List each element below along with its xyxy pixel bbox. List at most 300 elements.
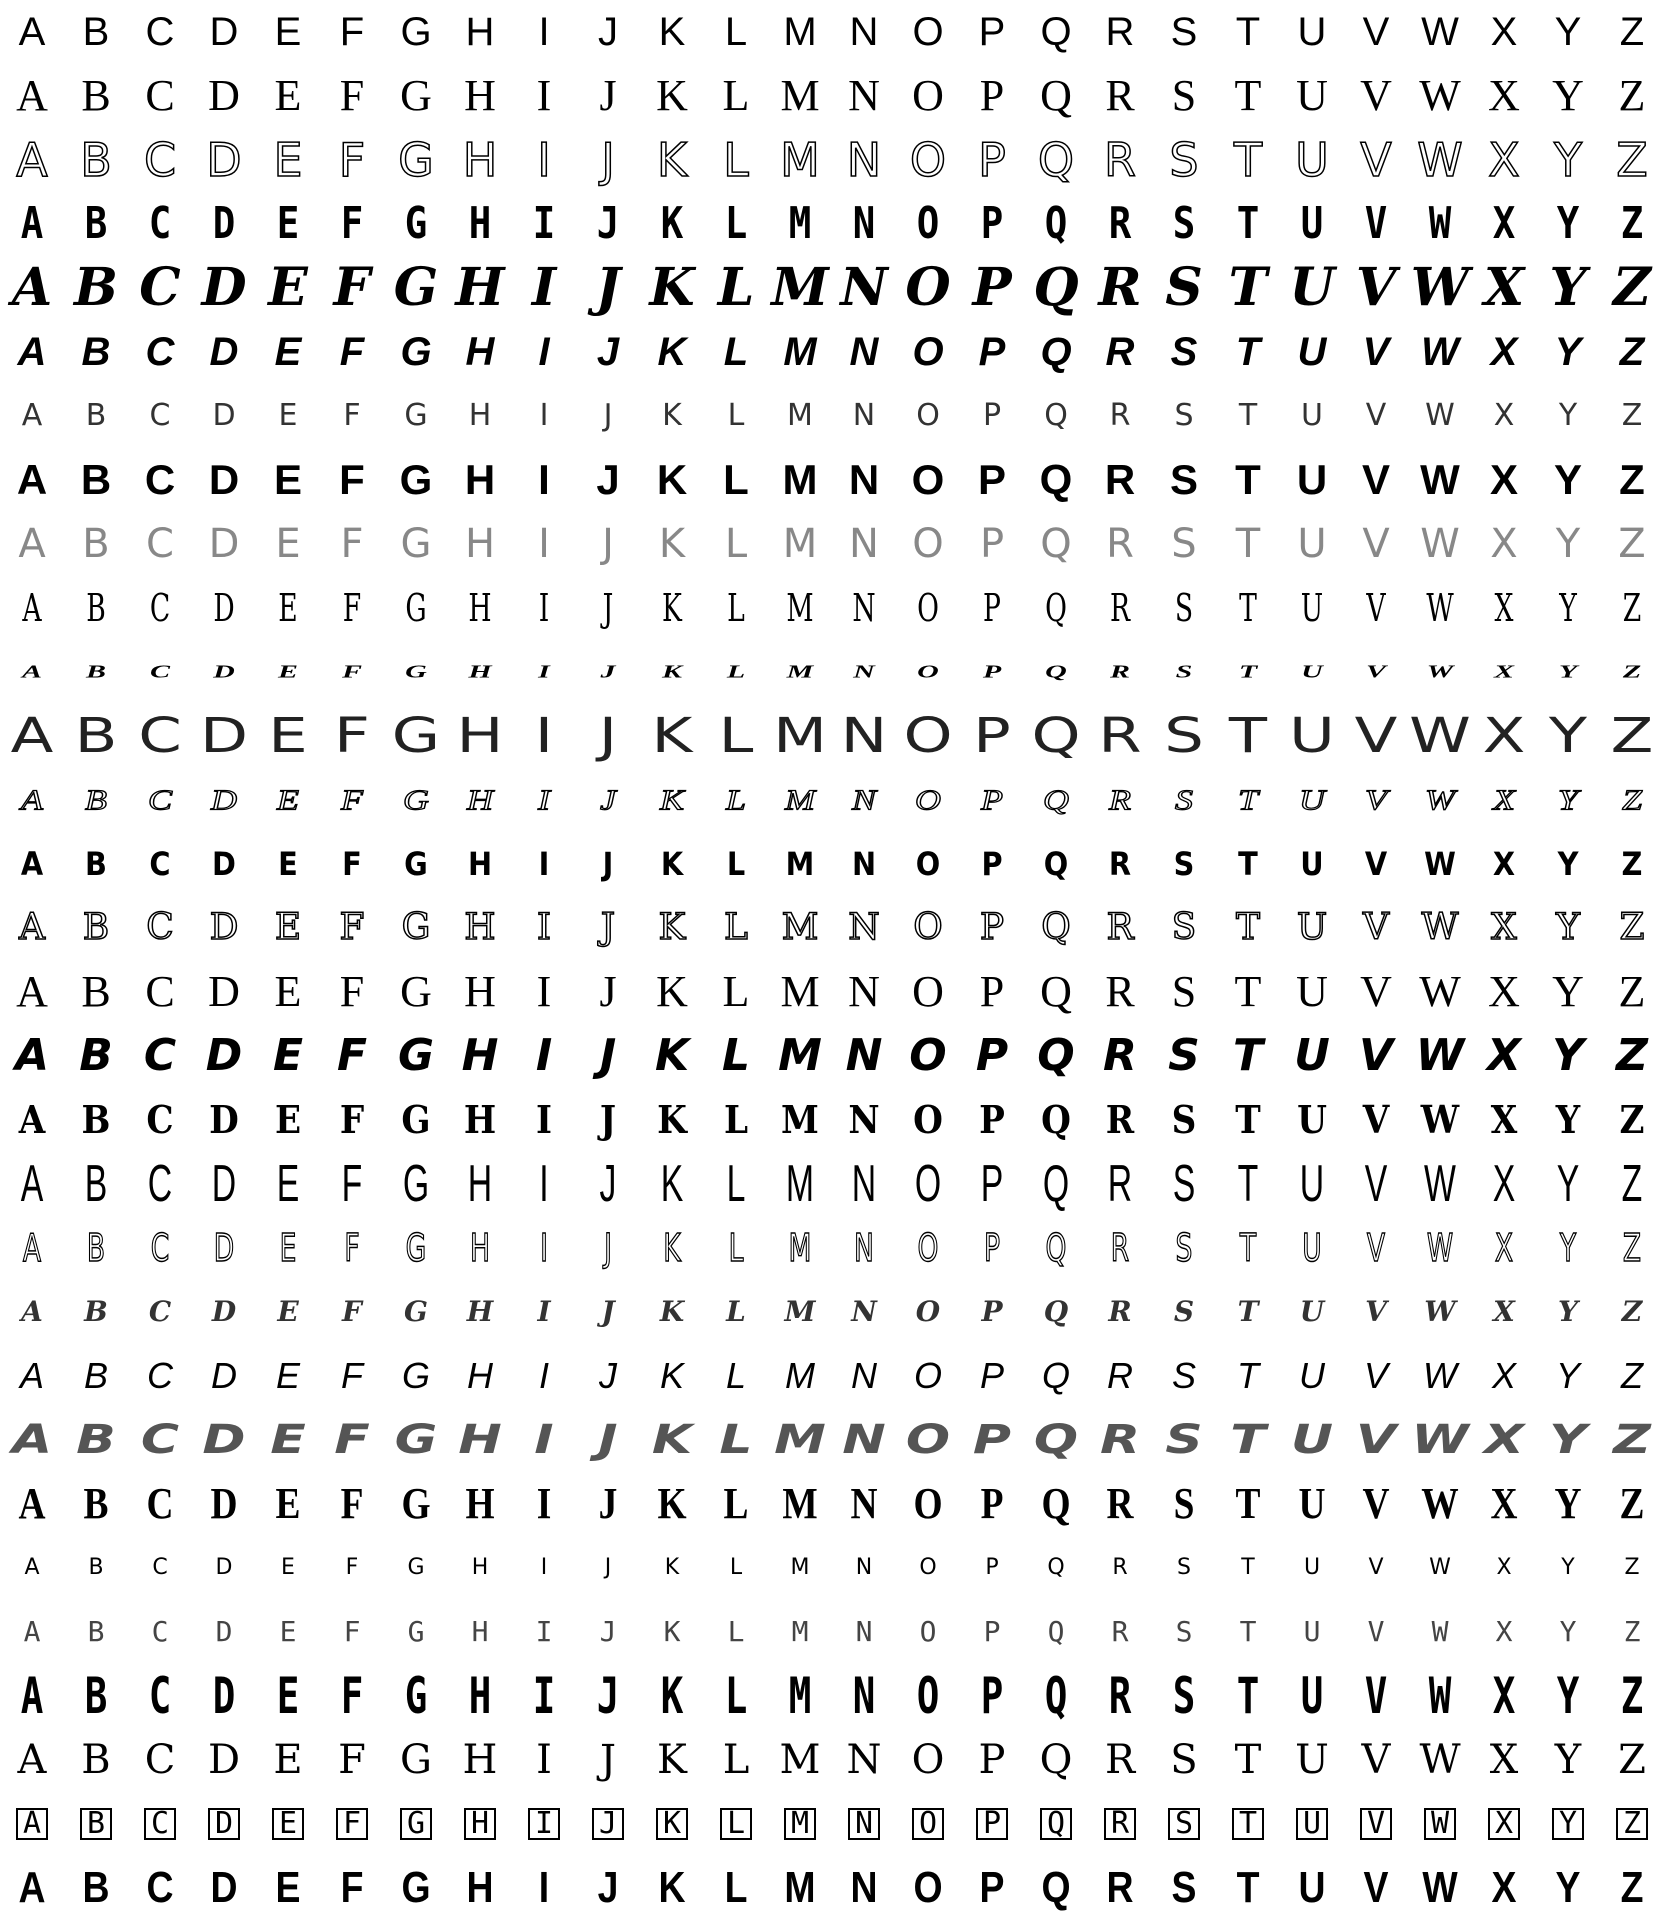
glyph-d: D [211,1355,237,1396]
glyph-n: N [855,1555,873,1580]
glyph-h: H [467,1155,493,1213]
glyph-x: X [1488,71,1520,120]
glyph-k: K [656,456,688,503]
glyph-w: W [1424,1155,1456,1213]
glyph-z: Z [1621,845,1643,883]
glyph-j: J [599,1097,617,1142]
glyph-h: H [465,1479,495,1528]
row-wide-thin-geometric [0,704,1664,768]
glyph-w: W [1417,133,1463,187]
glyph-b: B [85,398,107,433]
glyph-i: I [538,10,550,54]
row-serif-display [0,960,1664,1024]
glyph-j: J [598,1479,618,1528]
glyph-r: R [1106,907,1134,948]
glyph-v: V [1363,1863,1389,1912]
glyph-k: K [657,1479,687,1528]
glyph-s: S [1168,1030,1200,1081]
glyph-s: S [1170,330,1198,374]
glyph-k: K [660,1155,684,1213]
glyph-s: S [1175,784,1193,816]
glyph-s: S [1170,1737,1198,1783]
glyph-f: F [341,1155,363,1213]
glyph-q: Q [1041,907,1071,948]
glyph-f: F [341,784,363,816]
glyph-m: M [788,1667,812,1725]
glyph-p: P [983,1226,1001,1270]
glyph-f: F [340,521,364,567]
glyph-a: A [18,10,46,54]
glyph-k: K [657,330,687,374]
glyph-v: V [1364,845,1388,883]
glyph-t: T [1233,133,1263,187]
glyph-h: H [464,907,496,948]
glyph-z: Z [1622,1226,1642,1270]
glyph-v: V [1363,907,1389,948]
glyph-p: P [972,257,1012,318]
glyph-q: Q [1044,398,1068,433]
glyph-i: I [536,967,552,1016]
glyph-v: V [1354,708,1398,764]
glyph-l: L [727,586,745,630]
glyph-p: P [979,1097,1005,1142]
glyph-g: G [401,1863,431,1912]
row-sans-light [0,384,1664,448]
glyph-o: O [915,784,941,816]
glyph-k: K [660,198,684,249]
glyph-c: C [145,71,175,120]
glyph-f: F [339,967,365,1016]
glyph-r: R [1104,1737,1136,1783]
glyph-f: F [339,10,365,54]
glyph-z: Z [1621,1295,1643,1328]
glyph-x: X [1496,1555,1512,1580]
glyph-k: K [649,257,695,318]
glyph-l: L [728,1226,744,1270]
glyph-w: W [1424,845,1456,883]
glyph-z: Z [1620,1863,1644,1912]
glyph-t: T [1235,330,1261,374]
glyph-n: N [849,330,879,374]
glyph-f: F [339,907,365,948]
glyph-w: W [1425,784,1455,816]
glyph-j: J [599,1155,617,1213]
glyph-q: Q [1047,1555,1065,1580]
glyph-o: O [912,10,944,54]
glyph-v: V [1367,1615,1385,1648]
glyph-b: B [74,257,118,318]
glyph-s: S [1170,10,1198,54]
glyph-c: C [148,1295,172,1328]
glyph-e: E [274,1097,302,1142]
row-sans-regular [0,0,1664,64]
glyph-r: R [1098,708,1142,764]
glyph-h: H [467,1355,493,1396]
glyph-d: D [208,456,240,503]
glyph-s: S [1172,198,1196,249]
glyph-y: Y [1552,967,1584,1016]
glyph-o: O [919,1555,937,1580]
glyph-e: E [279,1615,297,1648]
glyph-o: O [919,1615,937,1648]
glyph-q: Q [1047,1615,1065,1648]
glyph-c: C [143,133,177,187]
glyph-d: D [213,1226,235,1270]
glyph-z: Z [1613,257,1651,318]
glyph-n: N [851,784,876,816]
glyph-q: Q [1040,330,1072,374]
glyph-m: M [784,1295,816,1328]
glyph-f: F [338,133,366,187]
glyph-h: H [458,1417,502,1463]
glyph-f: F [340,1479,364,1528]
glyph-w: W [1429,1555,1451,1580]
glyph-a: A [18,1097,46,1142]
glyph-s: S [1172,1667,1196,1725]
glyph-n: N [840,708,888,764]
glyph-a: A [16,71,48,120]
glyph-c: C [145,330,175,374]
glyph-n: N [845,1030,883,1081]
glyph-d: D [208,967,240,1016]
glyph-y: Y [1554,10,1582,54]
glyph-q: Q [1024,1792,1088,1856]
glyph-f: F [345,1555,359,1580]
glyph-d: D [209,907,239,948]
glyph-y: Y [1559,586,1577,630]
glyph-e: E [274,967,302,1016]
glyph-r: R [1110,1226,1130,1270]
glyph-x: X [1483,257,1525,318]
glyph-x: X [1493,1295,1515,1328]
glyph-i: I [539,398,549,433]
row-boxed-squares [0,1792,1664,1856]
glyph-u: U [1300,586,1324,630]
glyph-i: I [538,330,550,374]
glyph-s: S [1172,1155,1196,1213]
glyph-s: S [1173,1295,1195,1328]
glyph-j: J [602,845,614,883]
glyph-d: D [208,71,240,120]
glyph-l: L [722,71,750,120]
glyph-h: H [464,521,496,567]
glyph-c: C [140,1417,180,1463]
glyph-m: M [782,521,818,567]
glyph-a: A [19,1355,44,1396]
glyph-e: E [274,10,302,54]
glyph-l: L [717,257,755,318]
glyph-x: X [1491,907,1517,948]
glyph-d: D [192,1792,256,1856]
glyph-h: H [464,456,496,503]
glyph-g: G [399,456,433,503]
glyph-f: F [339,1097,365,1142]
glyph-e: E [274,71,302,120]
glyph-e: E [276,1155,300,1213]
glyph-t: T [1239,1226,1257,1270]
glyph-v: V [1366,1226,1386,1270]
glyph-r: R [1105,71,1135,120]
glyph-p: P [979,71,1005,120]
glyph-q: Q [1040,521,1072,567]
glyph-y: Y [1559,1615,1577,1648]
glyph-o: O [914,1155,942,1213]
glyph-k: K [658,1863,686,1912]
glyph-w: W [1421,907,1459,948]
glyph-v: V [1360,71,1392,120]
glyph-q: Q [1037,1030,1075,1081]
glyph-a: A [20,198,44,249]
glyph-h: H [471,1555,489,1580]
glyph-l: L [723,456,749,503]
glyph-o: O [913,907,943,948]
glyph-q: Q [1041,1863,1071,1912]
glyph-i: I [531,257,557,318]
glyph-x: X [1495,1615,1513,1648]
glyph-a: A [0,1792,64,1856]
glyph-w: W [1431,1615,1449,1648]
glyph-d: D [213,661,235,682]
glyph-a: A [22,1226,42,1270]
glyph-c: C [147,784,172,816]
glyph-t: T [1234,1737,1262,1783]
glyph-k: K [662,398,682,433]
glyph-x: X [1493,784,1515,816]
glyph-o: O [913,1355,942,1396]
glyph-j: J [599,71,617,120]
glyph-n: N [851,845,877,883]
glyph-w: W [1420,456,1460,503]
glyph-p: P [979,1355,1004,1396]
glyph-i: I [538,845,550,883]
glyph-i: I [535,1097,553,1142]
glyph-y: Y [1552,71,1584,120]
glyph-b: B [81,1737,111,1783]
glyph-s: S [1174,398,1194,433]
glyph-i: I [538,456,550,503]
glyph-m: M [785,784,815,816]
glyph-u: U [1298,1479,1326,1528]
glyph-k: K [656,967,688,1016]
glyph-h: H [462,133,498,187]
glyph-a: A [17,1737,47,1783]
glyph-r: R [1111,1615,1129,1648]
glyph-z: Z [1619,1097,1645,1142]
glyph-x: X [1488,133,1520,187]
glyph-l: L [726,1155,746,1213]
glyph-p: P [978,10,1006,54]
glyph-y: Y [1556,198,1580,249]
glyph-x: X [1489,456,1518,503]
row-serif-bold-condensed [0,1472,1664,1536]
glyph-b: B [82,521,110,567]
glyph-a: A [18,1863,46,1912]
glyph-e: E [275,1355,300,1396]
glyph-w: W [1422,1863,1458,1912]
glyph-m: M [773,708,827,764]
glyph-v: V [1365,661,1386,682]
glyph-d: D [201,257,247,318]
glyph-u: U [1290,1417,1334,1463]
glyph-g: G [384,1792,448,1856]
glyph-b: B [83,1355,108,1396]
glyph-r: R [1103,1030,1137,1081]
glyph-y: Y [1557,784,1579,816]
glyph-j: J [598,10,618,54]
glyph-b: B [84,198,108,249]
glyph-a: A [10,708,54,764]
glyph-e: E [279,1226,297,1270]
glyph-l: L [726,1295,746,1328]
glyph-c: C [138,708,182,764]
glyph-x: X [1490,1097,1518,1142]
glyph-x: X [1490,10,1518,54]
glyph-f: F [338,1737,366,1783]
glyph-n: N [854,1226,874,1270]
glyph-t: T [1234,71,1262,120]
glyph-f: F [342,1295,362,1328]
glyph-i: I [536,71,552,120]
glyph-n: N [846,1737,882,1783]
glyph-i: I [536,1737,552,1783]
glyph-p: P [981,784,1003,816]
glyph-j: J [604,1226,612,1270]
glyph-z: Z [1610,708,1654,764]
glyph-o: O [912,330,944,374]
glyph-x: X [1491,1355,1516,1396]
glyph-i: I [534,708,554,764]
glyph-v: V [1365,1295,1387,1328]
glyph-q: Q [1042,1155,1070,1213]
glyph-a: A [20,845,44,883]
glyph-e: E [278,586,298,630]
glyph-x: X [1490,1479,1518,1528]
glyph-a: A [23,1615,41,1648]
glyph-e: E [272,1030,304,1081]
glyph-p: P [983,1615,1001,1648]
glyph-l: L [724,521,748,567]
glyph-e: E [274,330,302,374]
glyph-v: V [1355,257,1397,318]
glyph-d: D [205,1030,243,1081]
glyph-s: S [1171,1097,1197,1142]
glyph-l: L [724,1863,748,1912]
glyph-p: P [980,1479,1004,1528]
glyph-n: N [832,1792,896,1856]
glyph-h: H [466,1863,494,1912]
glyph-h: H [471,1615,489,1648]
glyph-q: Q [1045,1226,1067,1270]
glyph-g: G [401,1355,430,1396]
glyph-v: V [1364,1667,1388,1725]
glyph-s: S [1165,1417,1203,1463]
glyph-n: N [853,661,875,682]
glyph-z: Z [1616,1030,1648,1081]
glyph-y: Y [1556,907,1580,948]
glyph-p: P [978,133,1006,187]
glyph-v: V [1363,1355,1388,1396]
glyph-j: J [597,1863,619,1912]
glyph-p: P [979,907,1005,948]
glyph-i: I [535,1615,553,1648]
glyph-k: K [654,1030,690,1081]
glyph-j: J [602,521,614,567]
glyph-f: F [339,330,365,374]
row-noisy-wide [0,1408,1664,1472]
glyph-g: G [400,71,432,120]
glyph-m: M [782,1479,818,1528]
glyph-w: W [1421,330,1459,374]
glyph-d: D [212,398,236,433]
glyph-u: U [1280,1792,1344,1856]
glyph-o: O [909,133,947,187]
glyph-k: K [658,521,686,567]
glyph-d: D [199,708,249,764]
glyph-p: P [975,1030,1009,1081]
glyph-p: P [980,198,1004,249]
glyph-j: J [602,586,614,630]
glyph-b: B [82,1863,110,1912]
glyph-x: X [1490,330,1518,374]
glyph-v: V [1362,330,1390,374]
glyph-k: K [662,586,682,630]
glyph-p: P [979,967,1005,1016]
glyph-t: T [1228,708,1268,764]
glyph-v: V [1368,1555,1384,1580]
glyph-i: I [538,661,550,682]
glyph-i: I [536,1479,552,1528]
row-striped-small [0,1600,1664,1664]
glyph-y: Y [1561,1555,1575,1580]
glyph-m: M [785,1355,815,1396]
glyph-b: B [84,1667,108,1725]
glyph-z: Z [1600,1792,1664,1856]
glyph-n: N [840,257,888,318]
glyph-n: N [848,1097,880,1142]
glyph-s: S [1175,1226,1193,1270]
glyph-v: V [1361,1737,1391,1783]
glyph-l: L [722,1737,750,1783]
glyph-o: O [911,456,945,503]
glyph-g: G [405,586,427,630]
glyph-n: N [852,198,876,249]
glyph-d: D [210,1479,238,1528]
glyph-g: G [402,1155,430,1213]
glyph-u: U [1301,398,1323,433]
glyph-m: M [781,1097,819,1142]
glyph-f: F [339,71,365,120]
glyph-e: E [275,1479,301,1528]
glyph-x: X [1492,845,1516,883]
glyph-w: W [1426,1226,1454,1270]
glyph-u: U [1299,1295,1325,1328]
glyph-p: P [978,330,1006,374]
glyph-c: C [149,398,171,433]
glyph-l: L [726,661,746,682]
glyph-h: H [455,257,505,318]
glyph-x: X [1492,198,1516,249]
glyph-l: L [722,967,750,1016]
glyph-y: Y [1553,133,1583,187]
glyph-w: W [1411,1417,1469,1463]
row-ultra-black-small [0,832,1664,896]
glyph-d: D [212,845,236,883]
glyph-y: Y [1556,1667,1580,1725]
glyph-z: Z [1618,1737,1646,1783]
glyph-b: B [76,1417,116,1463]
glyph-p: P [960,1792,1024,1856]
glyph-q: Q [1044,198,1068,249]
